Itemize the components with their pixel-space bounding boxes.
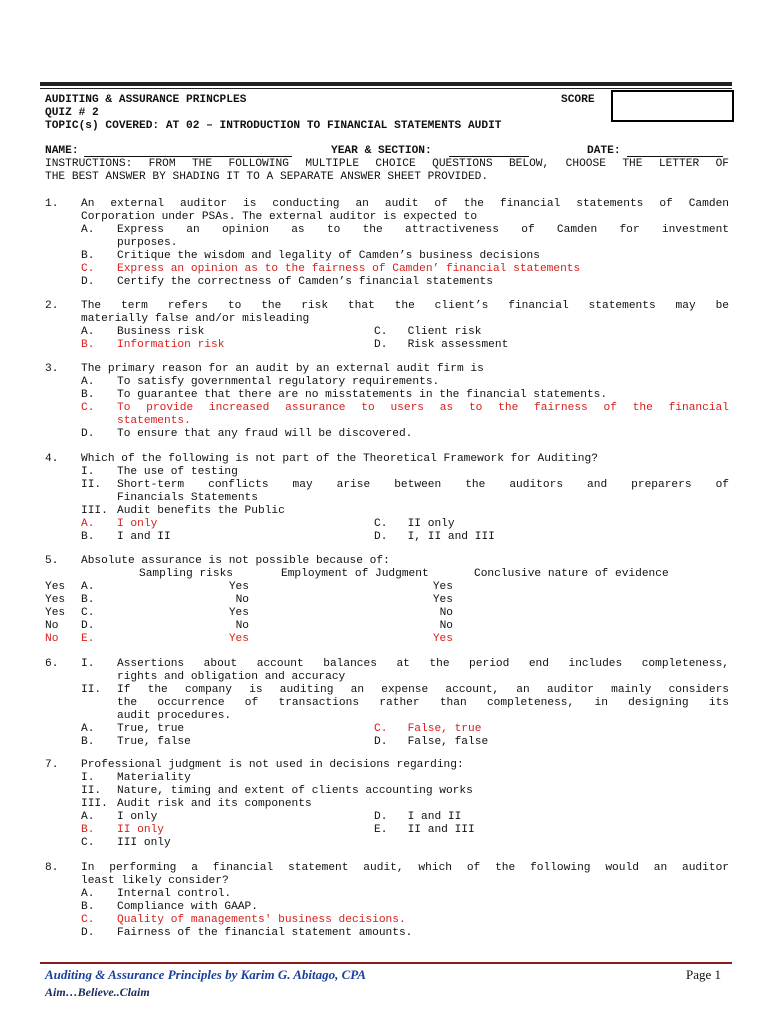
option-c: II only: [407, 518, 455, 530]
footer-motto: Aim…Believe..Claim: [45, 985, 150, 999]
option-label: A.: [81, 518, 95, 530]
option-a: I only: [117, 811, 158, 823]
option-label: B.: [81, 389, 95, 401]
option-label: B.: [81, 339, 95, 351]
question-stem: The primary reason for an audit by an external audit firm is: [81, 363, 484, 375]
option-d: Certify the correctness of Camden’s financial statements: [117, 276, 493, 288]
option-label: D.: [374, 339, 388, 351]
option-label: A.: [81, 376, 95, 388]
instructions-line-2: THE BEST ANSWER BY SHADING IT TO A SEPARATE ANSWER SHEET PROVIDED.: [45, 171, 489, 183]
option-label: C.: [81, 914, 95, 926]
option-label: D.: [81, 428, 95, 440]
option-c-answer: False, true: [407, 723, 482, 735]
option-a: True, true: [117, 723, 185, 735]
column-header: Employment of Judgment: [281, 568, 429, 580]
statement-iii: Audit risk and its components: [117, 798, 312, 810]
question-stem: An external auditor is conducting an audit of the financial statements of Camden: [81, 198, 729, 210]
statement-ii: If the company is auditing an expense account, an auditor mainly considers: [117, 684, 729, 696]
question-8: [45, 862, 729, 940]
option-c-answer: Express an opinion as to the fairness of Camden’ financial statements: [117, 263, 581, 275]
option-label: B.: [81, 824, 95, 836]
judgment-value: Yes: [432, 581, 453, 593]
option-label: D.: [81, 620, 95, 632]
option-b-answer: Information risk: [117, 339, 225, 351]
evidence-value: No: [45, 633, 59, 645]
question-number: 5.: [45, 555, 59, 567]
option-label: A.: [81, 224, 95, 236]
option-a-answer: I only: [117, 518, 158, 530]
statement-iii: Audit benefits the Public: [117, 505, 285, 517]
statement-ii-cont: Financials Statements: [117, 492, 258, 504]
table-row: [45, 594, 729, 607]
question-number: 1.: [45, 198, 59, 210]
judgment-value: Yes: [432, 633, 453, 645]
name-field[interactable]: [84, 156, 292, 157]
option-label: C.: [81, 837, 95, 849]
statement-i-cont: rights and obligation and accuracy: [117, 671, 346, 683]
statement-label: II.: [81, 479, 102, 491]
footer-title: Auditing & Assurance Principles by Karim G. Abitago, CPA: [45, 967, 366, 982]
evidence-value: Yes: [45, 607, 66, 619]
judgment-value: No: [439, 607, 453, 619]
column-header: Sampling risks: [139, 568, 233, 580]
statement-i: Assertions about account balances at the period end includes completeness,: [117, 658, 729, 670]
question-number: 7.: [45, 759, 59, 771]
option-label: C.: [374, 326, 388, 338]
option-d: Fairness of the financial statement amounts.: [117, 927, 413, 939]
table-row: [45, 607, 729, 620]
option-a: Business risk: [117, 326, 205, 338]
date-label: DATE:: [587, 145, 621, 157]
statement-i: The use of testing: [117, 466, 238, 478]
sampling-risks-value: No: [235, 594, 249, 606]
option-b: Compliance with GAAP.: [117, 901, 258, 913]
statement-ii: Short-term conflicts may arise between the auditors and preparers of: [117, 479, 729, 491]
option-label: B.: [81, 901, 95, 913]
footer-rule: [40, 962, 732, 964]
question-stem: Which of the following is not part of the Theoretical Framework for Auditing?: [81, 453, 598, 465]
option-label: E.: [81, 633, 95, 645]
question-4: [45, 453, 729, 544]
statement-ii: Nature, timing and extent of clients accounting works: [117, 785, 473, 797]
option-label: E.: [374, 824, 388, 836]
statement-ii-cont: the occurrence of transactions rather than completeness, in designing its: [117, 697, 729, 709]
evidence-value: Yes: [45, 581, 66, 593]
question-stem: Absolute assurance is not possible because of:: [81, 555, 390, 567]
sampling-risks-value: No: [235, 620, 249, 632]
year-section-field[interactable]: [449, 156, 529, 157]
option-b: True, false: [117, 736, 191, 748]
instructions-line-1: INSTRUCTIONS: FROM THE FOLLOWING MULTIPLE CHOICE QUESTIONS BELOW, CHOOSE THE LETTER OF: [45, 158, 729, 170]
option-b: I and II: [117, 531, 171, 543]
option-label: B.: [81, 594, 95, 606]
option-label: A.: [81, 723, 95, 735]
option-label: D.: [374, 736, 388, 748]
table-row: [45, 633, 729, 646]
option-label: B.: [81, 736, 95, 748]
judgment-value: Yes: [432, 594, 453, 606]
option-label: C.: [81, 263, 95, 275]
sampling-risks-value: Yes: [228, 607, 249, 619]
table-row: [45, 581, 729, 594]
statement-label: I.: [81, 466, 95, 478]
statement-label: II.: [81, 684, 102, 696]
question-5: [45, 555, 729, 646]
top-rule-thin: [40, 88, 732, 89]
option-label: A.: [81, 581, 95, 593]
question-stem: least likely consider?: [81, 875, 229, 887]
option-label: D.: [374, 531, 388, 543]
topic-covered: TOPIC(s) COVERED: AT 02 – INTRODUCTION TO FINANCIAL STATEMENTS AUDIT: [45, 120, 502, 132]
option-c: Client risk: [407, 326, 482, 338]
option-c-answer: Quality of managements' business decisions.: [117, 914, 406, 926]
year-section-label: YEAR & SECTION:: [331, 145, 432, 157]
option-d: False, false: [407, 736, 489, 748]
option-label: C.: [374, 723, 388, 735]
question-stem: The term refers to the risk that the client’s financial statements may be: [81, 300, 729, 312]
option-label: B.: [81, 250, 95, 262]
score-label: SCORE: [561, 94, 595, 106]
option-e: II and III: [407, 824, 475, 836]
statement-label: I.: [81, 658, 95, 670]
score-box[interactable]: [611, 90, 734, 122]
course-title: AUDITING & ASSURANCE PRINCPLES: [45, 94, 247, 106]
statement-label: II.: [81, 785, 102, 797]
option-label: C.: [81, 402, 95, 414]
option-a-cont: purposes.: [117, 237, 178, 249]
option-label: C.: [374, 518, 388, 530]
question-stem: materially false and/or misleading: [81, 313, 310, 325]
evidence-value: No: [45, 620, 59, 632]
question-2: [45, 300, 729, 352]
option-d: I and II: [407, 811, 462, 823]
option-a: To satisfy governmental regulatory requirements.: [117, 376, 440, 388]
option-d: I, II and III: [407, 531, 495, 543]
question-stem: Professional judgment is not used in decisions regarding:: [81, 759, 464, 771]
table-row: [45, 620, 729, 633]
evidence-value: Yes: [45, 594, 66, 606]
option-label: C.: [81, 607, 95, 619]
statement-ii-cont: audit procedures.: [117, 710, 232, 722]
statement-i: Materiality: [117, 772, 191, 784]
option-b-answer: II only: [117, 824, 164, 836]
option-b: Critique the wisdom and legality of Camden’s business decisions: [117, 250, 540, 262]
column-header: Conclusive nature of evidence: [474, 568, 669, 580]
question-number: 8.: [45, 862, 59, 874]
statement-label: III.: [81, 505, 108, 517]
top-rule: [40, 82, 732, 86]
judgment-value: No: [439, 620, 453, 632]
statement-label: III.: [81, 798, 108, 810]
quiz-number: QUIZ # 2: [45, 107, 99, 119]
option-label: A.: [81, 811, 95, 823]
question-stem: In performing a financial statement audit, which of the following would an auditor: [81, 862, 729, 874]
question-1: [45, 198, 729, 289]
question-number: 6.: [45, 658, 59, 670]
date-field[interactable]: [627, 156, 723, 157]
question-6: [45, 658, 729, 749]
question-number: 4.: [45, 453, 59, 465]
option-label: A.: [81, 326, 95, 338]
option-a: Express an opinion as to the attractiveness of Camden for investment: [117, 224, 729, 236]
option-a: Internal control.: [117, 888, 232, 900]
name-label: NAME:: [45, 145, 79, 157]
statement-label: I.: [81, 772, 95, 784]
option-label: D.: [81, 276, 95, 288]
option-d: Risk assessment: [407, 339, 509, 351]
option-c-cont: statements.: [117, 415, 191, 427]
option-c-answer: To provide increased assurance to users as to the fairness of the financial: [117, 402, 729, 414]
question-number: 2.: [45, 300, 59, 312]
option-label: D.: [81, 927, 95, 939]
question-7: [45, 759, 729, 850]
option-c: III only: [117, 837, 171, 849]
option-label: A.: [81, 888, 95, 900]
page-number: Page 1: [686, 967, 722, 982]
question-stem: Corporation under PSAs. The external auditor is expected to: [81, 211, 478, 223]
option-label: D.: [374, 811, 388, 823]
option-b: To guarantee that there are no misstatements in the financial statements.: [117, 389, 608, 401]
option-label: B.: [81, 531, 95, 543]
question-3: [45, 363, 729, 441]
sampling-risks-value: Yes: [228, 581, 249, 593]
question-number: 3.: [45, 363, 59, 375]
sampling-risks-value: Yes: [228, 633, 249, 645]
option-d: To ensure that any fraud will be discovered.: [117, 428, 413, 440]
